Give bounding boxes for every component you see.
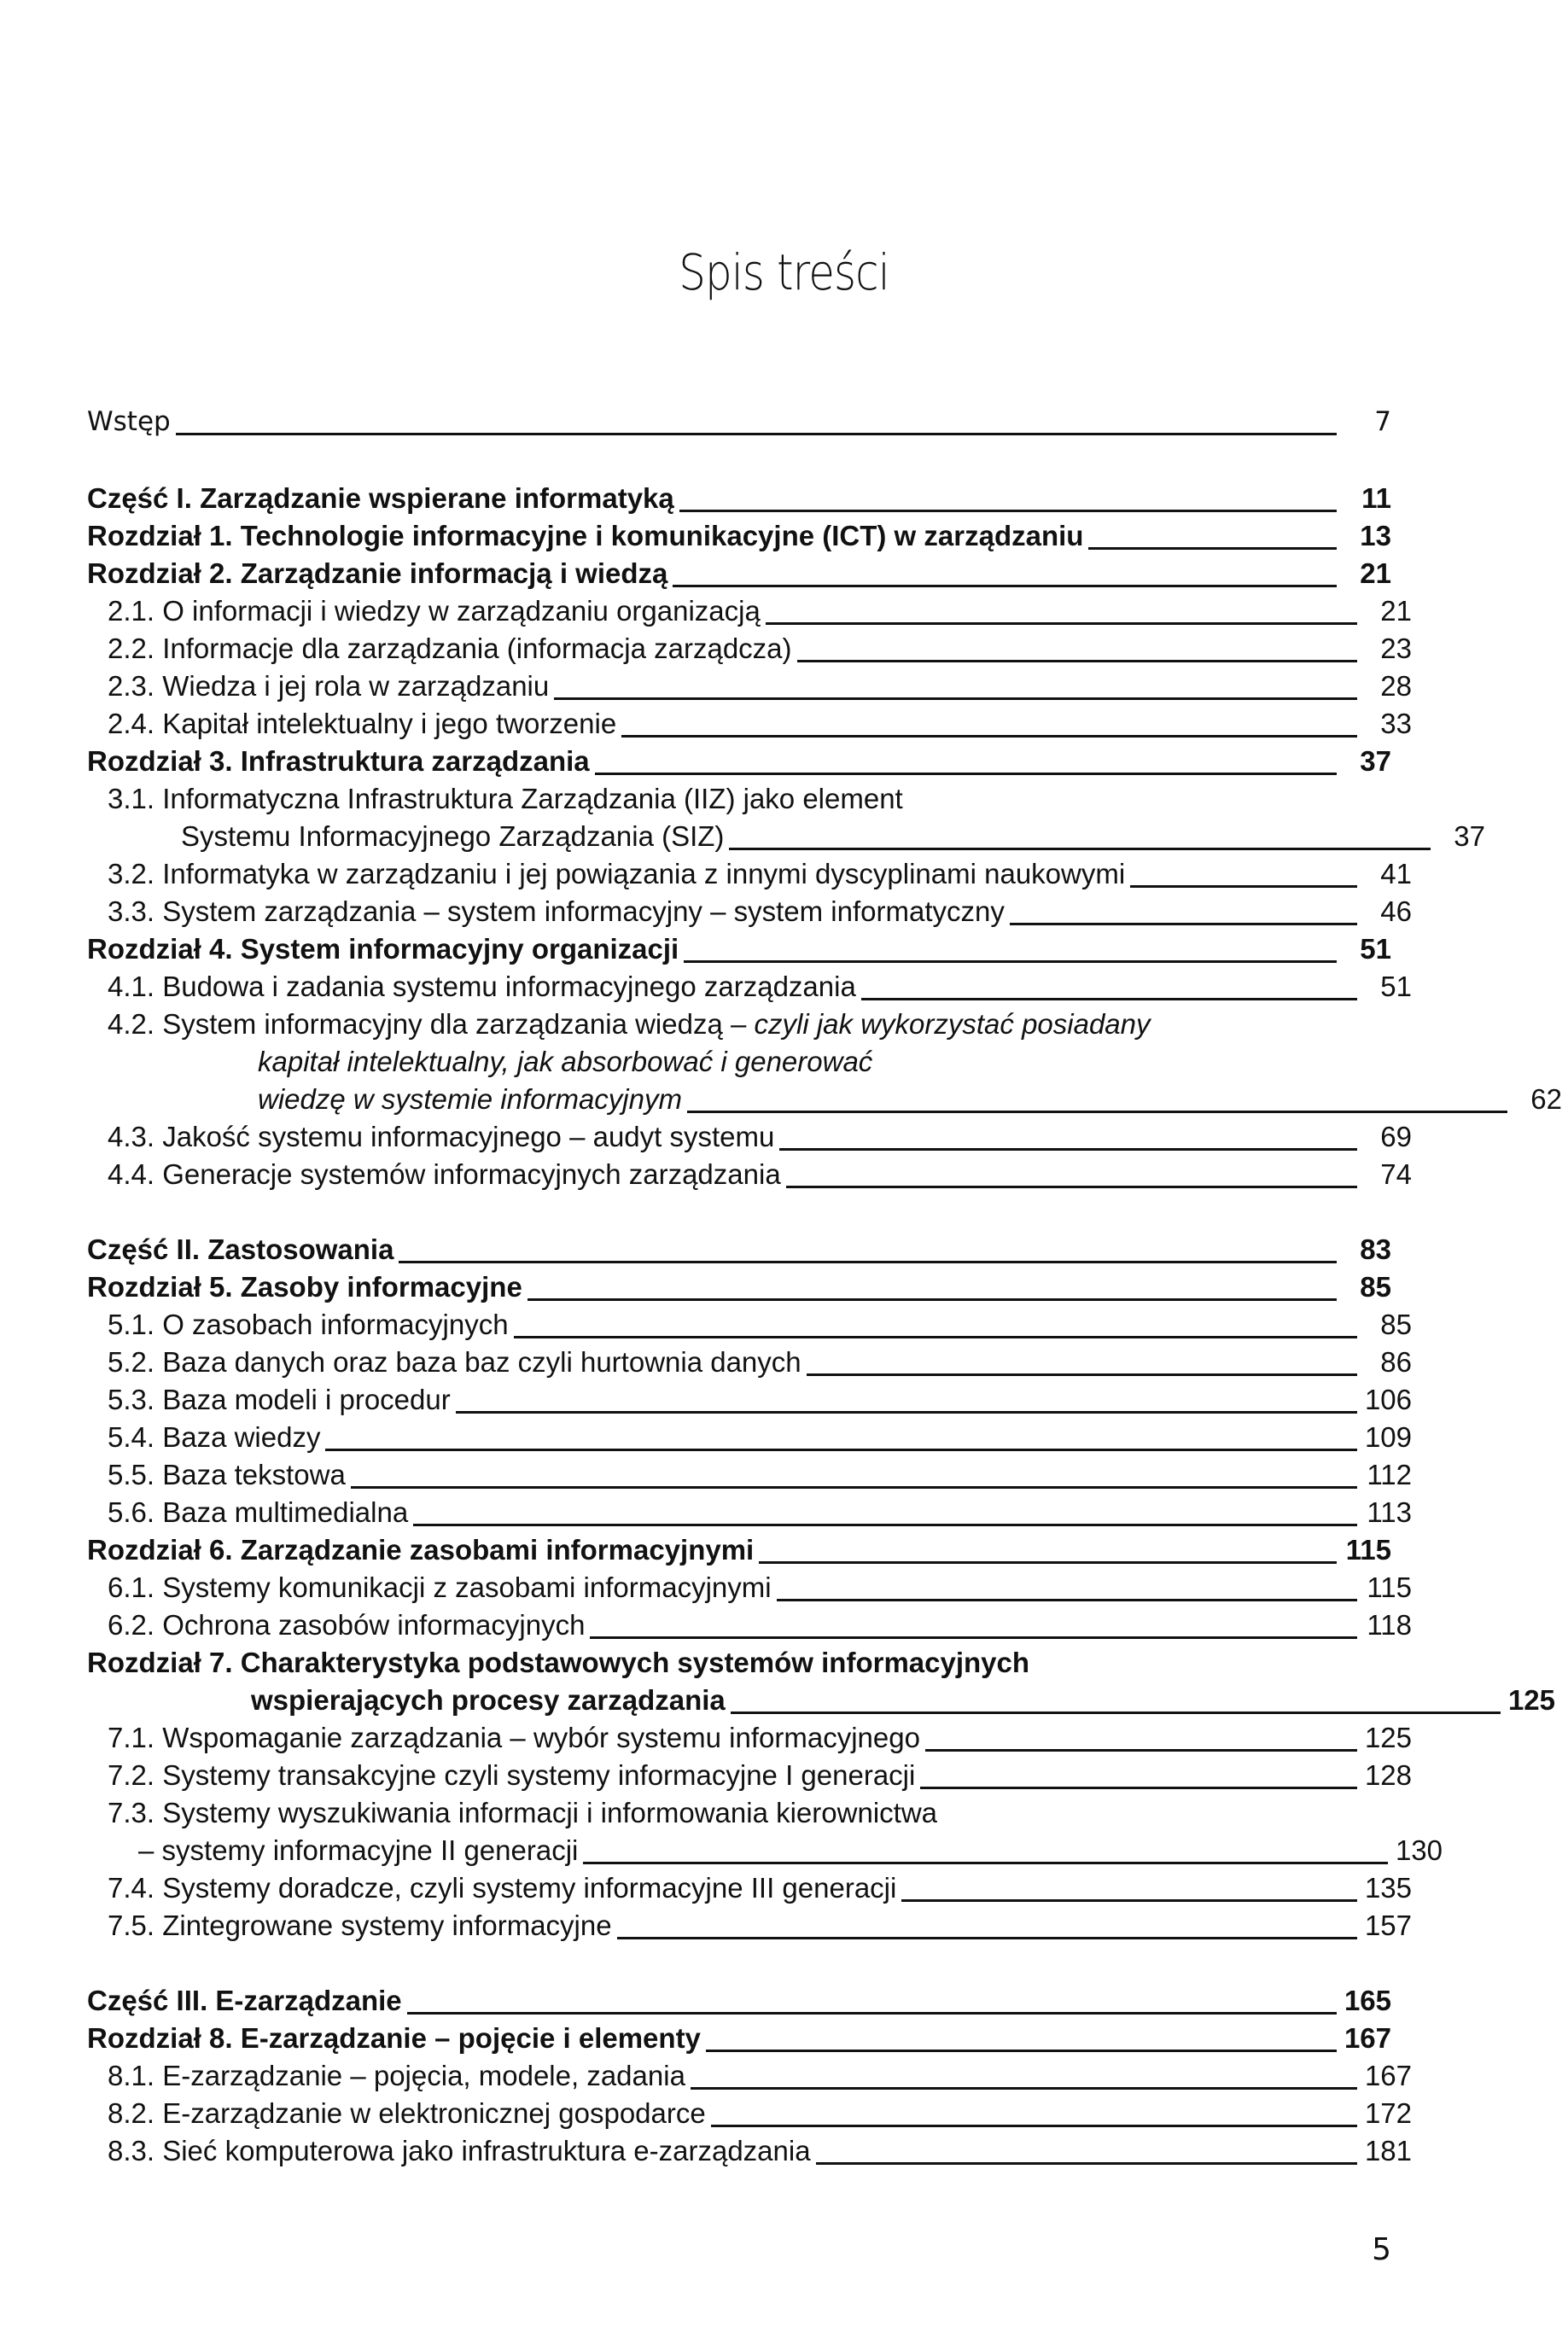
toc-entry-section[interactable]	[87, 2057, 1412, 2095]
leader-line	[325, 1448, 1357, 1451]
toc-label: 5.2. Baza danych oraz baza baz czyli hurtownia danych	[108, 1346, 801, 1378]
leader-line	[621, 734, 1357, 738]
toc-label: 2.1. O informacji i wiedzy w zarządzaniu organizacją	[108, 595, 761, 627]
leader-line	[729, 847, 1431, 850]
toc-label: wspierających procesy zarządzania	[251, 1684, 726, 1716]
toc-entry-section[interactable]	[87, 1569, 1412, 1607]
toc-label: 8.3. Sieć komputerowa jako infrastruktura e-zarządzania	[108, 2135, 811, 2166]
leader-line	[595, 772, 1337, 775]
toc-label: Rozdział 1. Technologie informacyjne i komunikacyjne (ICT) w zarządzaniu	[87, 520, 1084, 551]
toc-label: Część III. E-zarządzanie	[87, 1985, 402, 2016]
leader-line	[908, 812, 1357, 813]
toc-page: 21	[1380, 595, 1412, 627]
toc-entry-section[interactable]	[87, 2095, 1412, 2132]
leader-line	[731, 1711, 1501, 1714]
toc-entry-section[interactable]	[87, 1907, 1412, 1945]
toc-entry-section[interactable]	[87, 780, 1412, 818]
leader-line	[684, 959, 1337, 963]
toc-entry-section[interactable]	[87, 1869, 1412, 1907]
toc-label: Rozdział 6. Zarządzanie zasobami informacyjnymi	[87, 1534, 755, 1566]
toc-label: Część II. Zastosowania	[87, 1233, 394, 1265]
toc-page: 157	[1364, 1910, 1412, 1941]
toc-label: 3.3. System zarządzania – system informacyjny – system informatyczny	[108, 895, 1005, 927]
toc-entry-chapter[interactable]	[87, 1268, 1391, 1306]
toc-label: 8.1. E-zarządzanie – pojęcia, modele, zadania	[108, 2060, 685, 2091]
toc-page: 74	[1380, 1158, 1412, 1190]
toc-label: – systemy informacyjne II generacji	[138, 1834, 579, 1866]
toc-label: 5.5. Baza tekstowa	[108, 1459, 346, 1490]
toc-entry-section[interactable]	[87, 630, 1412, 668]
toc-label: 6.2. Ochrona zasobów informacyjnych	[108, 1609, 586, 1641]
toc-entry-part[interactable]	[87, 480, 1391, 517]
toc-entry-part[interactable]	[87, 1982, 1391, 2020]
toc-entry-section[interactable]	[87, 893, 1412, 930]
toc-page: 13	[1360, 520, 1391, 551]
leader-line	[583, 1861, 1388, 1864]
leader-line	[901, 1898, 1357, 1902]
toc-label: 7.4. Systemy doradcze, czyli systemy informacyjne III generacji	[108, 1872, 897, 1904]
leader-line	[399, 1260, 1337, 1263]
toc-entry-chapter[interactable]	[87, 930, 1391, 968]
page-number: 5	[1372, 2232, 1391, 2267]
toc-label: Rozdział 5. Zasoby informacyjne	[87, 1271, 522, 1303]
toc-page: 41	[1380, 858, 1412, 889]
leader-line	[687, 1110, 1507, 1113]
toc-label: 7.1. Wspomaganie zarządzania – wybór systemu informacyjnego	[108, 1722, 920, 1753]
toc-page: 128	[1364, 1759, 1412, 1791]
toc-entry-section[interactable]	[87, 855, 1412, 893]
toc-label: 7.5. Zintegrowane systemy informacyjne	[108, 1910, 612, 1941]
toc-page: 109	[1364, 1421, 1412, 1453]
toc-entry-section[interactable]	[87, 592, 1412, 630]
toc-label: 2.4. Kapitał intelektualny i jego tworzenie	[108, 708, 617, 739]
toc-entry-chapter[interactable]	[87, 2020, 1391, 2057]
toc-entry-section[interactable]	[87, 668, 1412, 705]
toc-page: 51	[1380, 971, 1412, 1002]
toc-page: 37	[1360, 745, 1391, 777]
toc-page: 167	[1364, 2060, 1412, 2091]
toc-page: 165	[1344, 1985, 1391, 2016]
leader-line	[877, 1075, 1507, 1076]
toc-page: 135	[1364, 1872, 1412, 1904]
leader-line	[807, 1373, 1357, 1376]
toc-page: 125	[1364, 1722, 1412, 1753]
toc-label: 8.2. E-zarządzanie w elektronicznej gospodarce	[108, 2097, 706, 2129]
toc-label: 3.2. Informatyka w zarządzaniu i jej powiązania z innymi dyscyplinami naukowymi	[108, 858, 1126, 889]
toc-entry-section[interactable]	[87, 1344, 1412, 1381]
toc-entry-part[interactable]	[87, 1231, 1391, 1268]
toc-label: 5.3. Baza modeli i procedur	[108, 1384, 451, 1415]
toc-page: 11	[1361, 482, 1391, 514]
leader-line	[679, 509, 1337, 512]
leader-line	[1130, 884, 1357, 888]
toc-label: 5.4. Baza wiedzy	[108, 1421, 321, 1453]
toc-label: Rozdział 3. Infrastruktura zarządzania	[87, 745, 590, 777]
toc-entry-continuation[interactable]	[87, 1043, 1562, 1081]
leader-line	[779, 1147, 1357, 1151]
leader-line	[351, 1485, 1357, 1489]
toc-entry-section[interactable]	[87, 2132, 1412, 2170]
leader-line	[706, 2049, 1337, 2052]
toc-entry-chapter[interactable]	[87, 555, 1391, 592]
toc-label: Systemu Informacyjnego Zarządzania (SIZ)	[181, 820, 725, 852]
leader-line	[920, 1786, 1357, 1789]
toc-entry-section[interactable]	[87, 1381, 1412, 1419]
toc-page: 125	[1507, 1684, 1555, 1716]
toc-entry-chapter[interactable]	[87, 517, 1391, 555]
toc-page: 115	[1345, 1534, 1391, 1566]
toc-label: 6.1. Systemy komunikacji z zasobami informacyjnymi	[108, 1572, 772, 1603]
leader-line	[413, 1523, 1357, 1526]
toc-page: 85	[1380, 1309, 1412, 1340]
toc-entry-chapter[interactable]	[87, 1531, 1391, 1569]
leader-line	[797, 659, 1357, 662]
leader-line	[673, 584, 1337, 587]
toc-page: 86	[1380, 1346, 1412, 1378]
toc-label: 2.2. Informacje dla zarządzania (informacja zarządcza)	[108, 633, 792, 664]
toc-page: 113	[1367, 1496, 1412, 1528]
toc-page: 51	[1360, 933, 1391, 965]
toc-entry-section[interactable]	[87, 1719, 1412, 1757]
leader-line	[759, 1560, 1337, 1564]
toc-page: 106	[1364, 1384, 1412, 1415]
toc-page: 21	[1360, 557, 1391, 589]
toc-entry-section[interactable]	[87, 1156, 1412, 1193]
toc-entry-section[interactable]	[87, 1456, 1412, 1494]
toc-entry-chapter[interactable]	[87, 1644, 1391, 1682]
toc-label: 4.1. Budowa i zadania systemu informacyjnego zarządzania	[108, 971, 856, 1002]
toc-page: 130	[1395, 1834, 1443, 1866]
toc-label: Wstęp	[87, 406, 171, 437]
toc-entry-section[interactable]	[87, 968, 1412, 1006]
leader-line	[925, 1748, 1357, 1752]
leader-line	[711, 2124, 1357, 2127]
toc-label: Rozdział 8. E-zarządzanie – pojęcie i elementy	[87, 2022, 701, 2054]
toc-label: 4.3. Jakość systemu informacyjnego – audyt systemu	[108, 1121, 775, 1152]
toc-page: 172	[1364, 2097, 1412, 2129]
toc-label: Rozdział 7. Charakterystyka podstawowych systemów informacyjnych	[87, 1647, 1030, 1678]
leader-line	[528, 1297, 1337, 1301]
leader-line	[786, 1185, 1357, 1188]
toc-page: 33	[1380, 708, 1412, 739]
toc-entry-intro[interactable]	[87, 403, 1391, 440]
leader-line	[176, 432, 1337, 435]
toc-page: 7	[1374, 406, 1391, 437]
leader-line	[1156, 1037, 1357, 1038]
toc-page: 37	[1454, 820, 1485, 852]
leader-line	[590, 1636, 1357, 1639]
toc-page: 118	[1367, 1609, 1412, 1641]
toc-label: Część I. Zarządzanie wspierane informatyką	[87, 482, 674, 514]
toc-entry-continuation[interactable]	[87, 1081, 1562, 1118]
toc-label: 7.2. Systemy transakcyjne czyli systemy informacyjne I generacji	[108, 1759, 916, 1791]
toc-page: 69	[1380, 1121, 1412, 1152]
toc-label: Rozdział 4. System informacyjny organizacji	[87, 933, 679, 965]
toc-label: wiedzę w systemie informacyjnym	[258, 1083, 682, 1115]
leader-line	[407, 2011, 1337, 2015]
toc-entry-section[interactable]	[87, 1006, 1412, 1043]
toc-entry-section[interactable]	[87, 1306, 1412, 1344]
leader-line	[766, 621, 1357, 625]
toc-page: 62	[1530, 1083, 1562, 1115]
toc-entry-chapter[interactable]	[87, 743, 1391, 780]
toc-page: 85	[1360, 1271, 1391, 1303]
toc-label: 7.3. Systemy wyszukiwania informacji i informowania kierownictwa	[108, 1797, 938, 1828]
toc-entry-section[interactable]	[87, 1607, 1412, 1644]
toc-page: 115	[1367, 1572, 1412, 1603]
toc-entry-chapter-continuation[interactable]	[87, 1682, 1555, 1719]
toc-label: 4.4. Generacje systemów informacyjnych zarządzania	[108, 1158, 781, 1190]
toc-label: 3.1. Informatyczna Infrastruktura Zarządzania (IIZ) jako element	[108, 783, 903, 814]
leader-line	[1088, 546, 1337, 550]
toc-entry-section[interactable]	[87, 705, 1412, 743]
toc-page: 46	[1380, 895, 1412, 927]
page-title: Spis treści	[679, 243, 889, 301]
toc-label: 4.2. System informacyjny dla zarządzania wiedzą – czyli jak wykorzystać posiadany	[108, 1008, 1151, 1040]
toc-label: 5.6. Baza multimedialna	[108, 1496, 409, 1528]
toc-page: 28	[1380, 670, 1412, 702]
toc-page: 167	[1344, 2022, 1391, 2054]
toc-label: 2.3. Wiedza i jej rola w zarządzaniu	[108, 670, 550, 702]
leader-line	[617, 1936, 1357, 1939]
toc-entry-section[interactable]	[87, 1419, 1412, 1456]
toc-page: 23	[1380, 633, 1412, 664]
toc-entry-section[interactable]	[87, 1794, 1412, 1832]
leader-line	[1010, 922, 1357, 925]
leader-line	[942, 1826, 1357, 1827]
toc-entry-continuation[interactable]	[87, 818, 1485, 855]
toc-page: 83	[1360, 1233, 1391, 1265]
leader-line	[777, 1598, 1357, 1601]
leader-line	[691, 2086, 1357, 2090]
toc-entry-section[interactable]	[87, 1494, 1412, 1531]
toc-page: 112	[1367, 1459, 1412, 1490]
toc-entry-section[interactable]	[87, 1118, 1412, 1156]
toc-label: 5.1. O zasobach informacyjnych	[108, 1309, 509, 1340]
toc-page: 181	[1364, 2135, 1412, 2166]
toc-entry-section[interactable]	[87, 1757, 1412, 1794]
toc-label: kapitał intelektualny, jak absorbować i generować	[258, 1046, 873, 1077]
leader-line	[514, 1335, 1357, 1338]
leader-line	[861, 997, 1357, 1000]
toc-label: Rozdział 2. Zarządzanie informacją i wiedzą	[87, 557, 668, 589]
leader-line	[456, 1410, 1357, 1414]
toc-entry-continuation[interactable]	[87, 1832, 1443, 1869]
leader-line	[554, 697, 1357, 700]
leader-line	[816, 2161, 1357, 2165]
